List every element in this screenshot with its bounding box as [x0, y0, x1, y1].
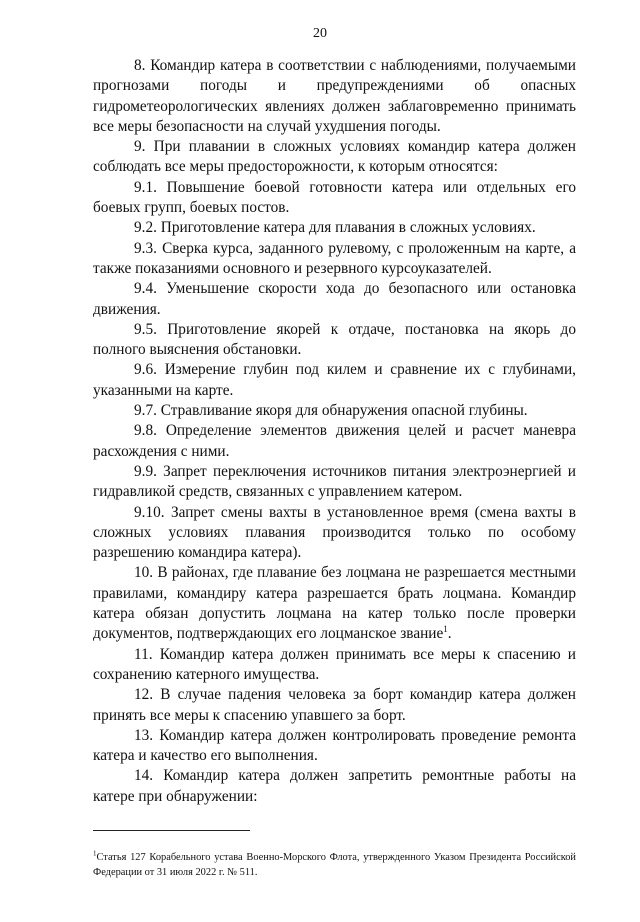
- footnote-mark: 1: [93, 849, 97, 858]
- footnote-divider: [93, 830, 250, 831]
- paragraph-11: 11. Командир катера должен принимать все меры к спасению и сохранению катерного имущества.: [93, 645, 576, 683]
- paragraph-10-tail: .: [447, 625, 452, 643]
- paragraph-14: 14. Командир катера должен запретить ремонтные работы на катере при обнаружении:: [93, 767, 576, 805]
- footnote: [93, 851, 576, 880]
- paragraph-9-7: 9.7. Стравливание якоря для обнаружения опасной глубины.: [134, 402, 528, 420]
- paragraph-8: 8. Командир катера в соответствии с наблюдениями, получаемыми прогнозами погоды и предупреждениями об опасных гидрометеорологических явлениях должен заблаговременно принимать все меры безопасности на случай ухудшения погоды.: [93, 57, 576, 135]
- paragraph-9-10: 9.10. Запрет смены вахты в установленное время (смена вахты в сложных условиях плавания производится только по особому разрешению командира катера).: [93, 503, 576, 562]
- paragraph-13: 13. Командир катера должен контролировать проведение ремонта катера и качество его выполнения.: [93, 726, 576, 765]
- paragraph-9-5: 9.5. Приготовление якорей к отдаче, постановка на якорь до полного выяснения обстановки.: [93, 320, 576, 359]
- paragraph-10-text: 10. В районах, где плавание без лоцмана не разрешается местными правилами, командиру катера разрешается брать лоцмана. Командир катера обязан допустить лоцмана на катер только после проверки документов, подтверждающих его лоцманское звание: [93, 564, 576, 643]
- paragraph-9-2: 9.2. Приготовление катера для плавания в сложных условиях.: [134, 219, 536, 237]
- page-number: 20: [313, 26, 327, 41]
- paragraph-12: 12. В случае падения человека за борт командир катера должен принять все меры к спасению упавшего за борт.: [93, 686, 576, 724]
- document-body: [93, 56, 576, 807]
- paragraph-9-8: 9.8. Определение элементов движения целей и расчет маневра расхождения с ними.: [93, 422, 576, 460]
- footnote-text: Статья 127 Корабельного устава Военно-Морского Флота, утвержденного Указом Президента Российской Федерации от 31 июля 2022 г. № 511.: [93, 852, 576, 878]
- paragraph-9-1: 9.1. Повышение боевой готовности катера или отдельных его боевых групп, боевых постов.: [93, 178, 576, 217]
- paragraph-9-4: 9.4. Уменьшение скорости хода до безопасного или остановка движения.: [93, 280, 576, 318]
- footnote-reference: 1: [443, 624, 448, 635]
- paragraph-9-9: 9.9. Запрет переключения источников питания электроэнергией и гидравликой средств, связанных с управлением катером.: [93, 462, 576, 501]
- paragraph-9-6: 9.6. Измерение глубин под килем и сравнение их с глубинами, указанными на карте.: [93, 361, 576, 399]
- paragraph-9: 9. При плавании в сложных условиях командир катера должен соблюдать все меры предосторожности, к которым относятся:: [93, 138, 576, 176]
- paragraph-9-3: 9.3. Сверка курса, заданного рулевому, с проложенным на карте, а также показаниями основного и резервного курсоуказателей.: [93, 239, 576, 277]
- paragraph-10: [93, 563, 576, 644]
